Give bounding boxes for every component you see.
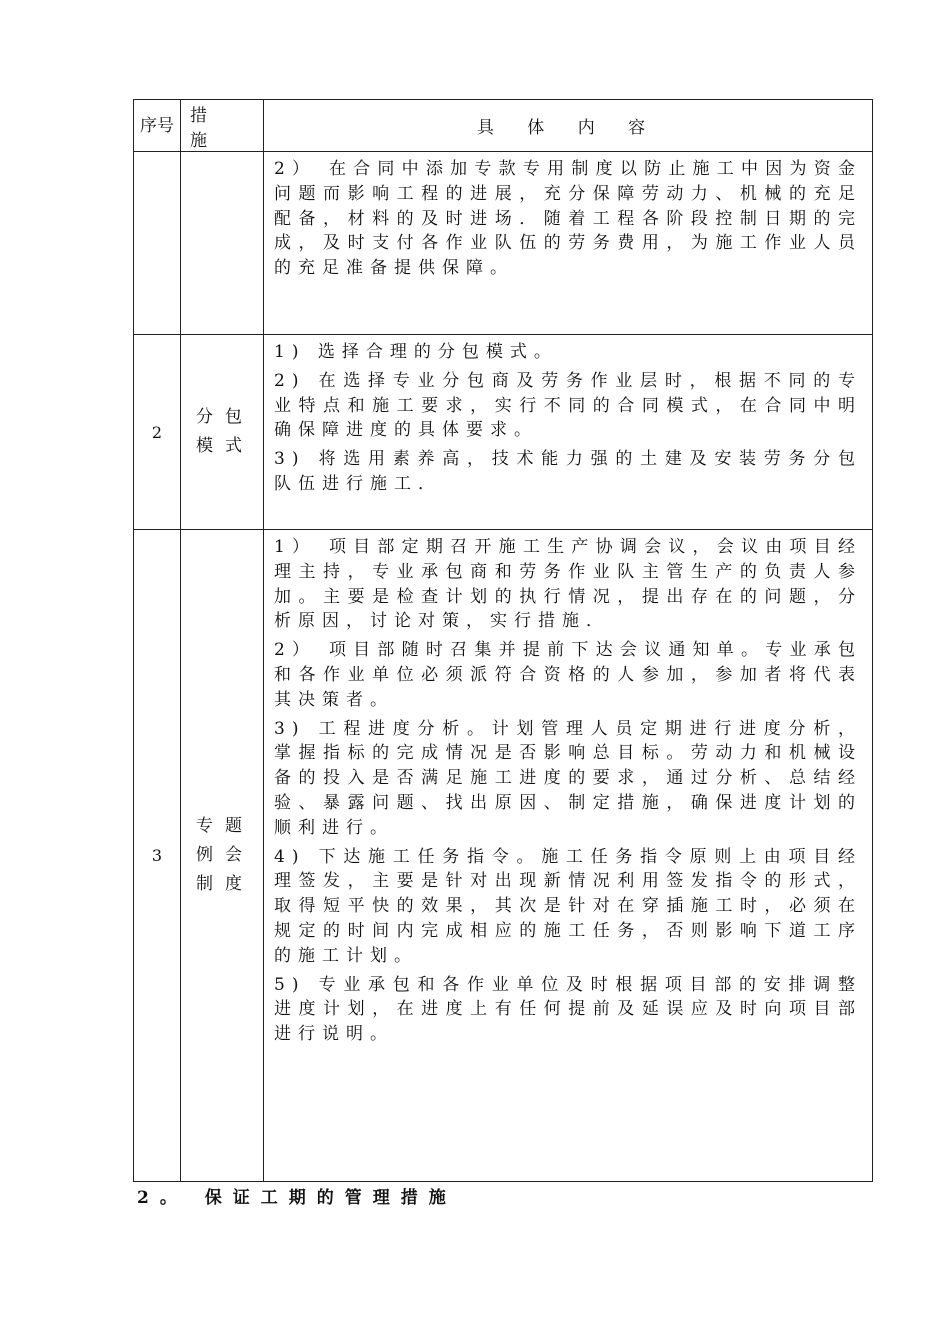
table-header-row xyxy=(134,100,873,152)
row-content xyxy=(264,530,873,1182)
header-seq: 序号 xyxy=(134,100,181,152)
row-content xyxy=(264,152,873,335)
row-seq: 3 xyxy=(134,530,181,1182)
row-seq xyxy=(134,152,181,335)
content-paragraph: 3) 工程进度分析。计划管理人员定期进行进度分析，掌握指标的完成情况是否影响总目标。劳动力和机械设备的投入是否满足施工进度的要求，通过分析、总结经验、暴露问题、找出原因、制定措施，确保进度计划的顺利进行。 xyxy=(274,718,862,838)
measures-table xyxy=(133,99,873,1182)
table-row xyxy=(134,152,873,335)
section-heading: 2。 保证工期的管理措施 xyxy=(137,1188,457,1208)
content-paragraph: 2) 在选择专业分包商及劳务作业层时，根据不同的专业特点和施工要求，实行不同的合同模式，在合同中明确保障进度的具体要求。 xyxy=(274,370,862,441)
row-measure: 分包模式 xyxy=(181,335,264,530)
content-paragraph: 5) 专业承包和各作业单位及时根据项目部的安排调整进度计划，在进度上有任何提前及延误应及时向项目部进行说明。 xyxy=(274,974,862,1045)
row-measure: 专题例会制度 xyxy=(181,530,264,1182)
table-row xyxy=(134,530,873,1182)
content-paragraph: 1) 选择合理的分包模式。 xyxy=(274,342,558,362)
content-paragraph: 4) 下达施工任务指令。施工任务指令原则上由项目经理签发，主要是针对出现新情况利用签发指令的形式，取得短平快的效果，其次是针对在穿插施工时，必须在规定的时间内完成相应的施工任务，否则影响下道工序的施工计划。 xyxy=(274,846,862,966)
content-paragraph: 1） 项目部定期召开施工生产协调会议，会议由项目经理主持，专业承包商和劳务作业队主管生产的负责人参加。主要是检查计划的执行情况，提出存在的问题，分析原因，讨论对策，实行措施． xyxy=(274,537,862,632)
row-content xyxy=(264,335,873,530)
row-measure xyxy=(181,152,264,335)
content-paragraph: 2） 在合同中添加专款专用制度以防止施工中因为资金问题而影响工程的进展，充分保障劳动力、机械的充足配备，材料的及时进场．随着工程各阶段控制日期的完成，及时支付各作业队伍的劳务费用，为施工作业人员的充足准备提供保障。 xyxy=(274,159,862,279)
header-measure: 措 施 xyxy=(181,100,264,152)
content-paragraph: 2） 项目部随时召集并提前下达会议通知单。专业承包和各作业单位必须派符合资格的人参加，参加者将代表其决策者。 xyxy=(274,640,862,710)
row-seq: 2 xyxy=(134,335,181,530)
table-row xyxy=(134,335,873,530)
content-paragraph: 3) 将选用素养高，技术能力强的土建及安装劳务分包队伍进行施工． xyxy=(274,449,862,494)
header-content: 具 体 内 容 xyxy=(264,100,873,152)
